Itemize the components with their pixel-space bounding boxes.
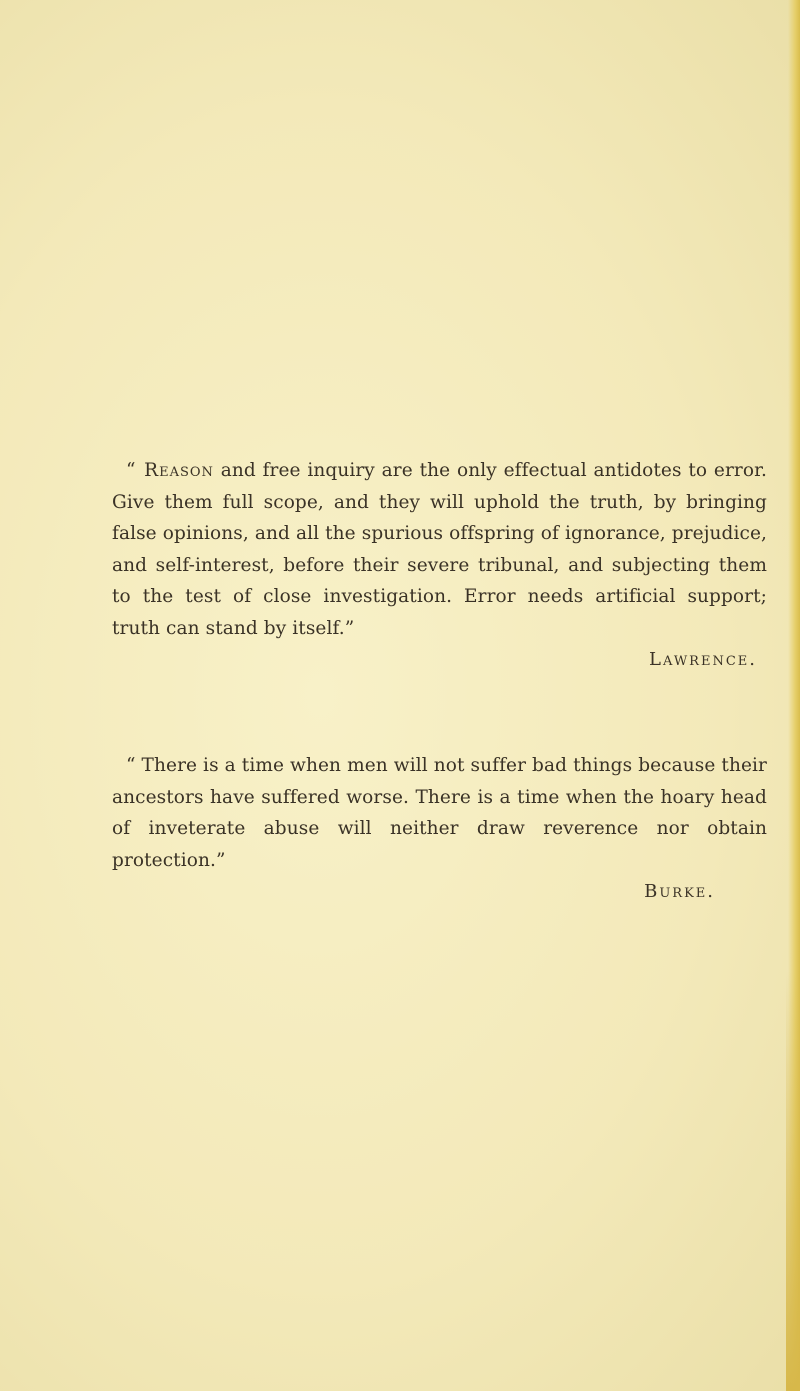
quote-body: “ There is a time when men will not suffer bad things because their ancestors have suffered worse. There is a time when the hoary head of inveterate abuse will neither draw reverence nor obtain protection.” xyxy=(112,755,767,871)
quote-attribution: Burke. xyxy=(644,881,715,902)
quote-text xyxy=(112,455,767,644)
page-edge-stain xyxy=(786,971,800,1391)
quote-lawrence xyxy=(112,455,767,676)
quote-lead: “ Reason xyxy=(126,460,214,481)
quote-body: and free inquiry are the only effectual antidotes to error. Give them full scope, and they will uphold the truth, by bringing false opinions, and all the spurious offspring of ignorance, prejudice, and self-interest, before their severe tribunal, and subjecting them to the test of close investigation. Error needs artificial support; truth can stand by itself.” xyxy=(112,460,767,639)
quote-text xyxy=(112,750,767,876)
quote-burke xyxy=(112,750,767,908)
quote-attribution: Lawrence. xyxy=(649,649,757,670)
